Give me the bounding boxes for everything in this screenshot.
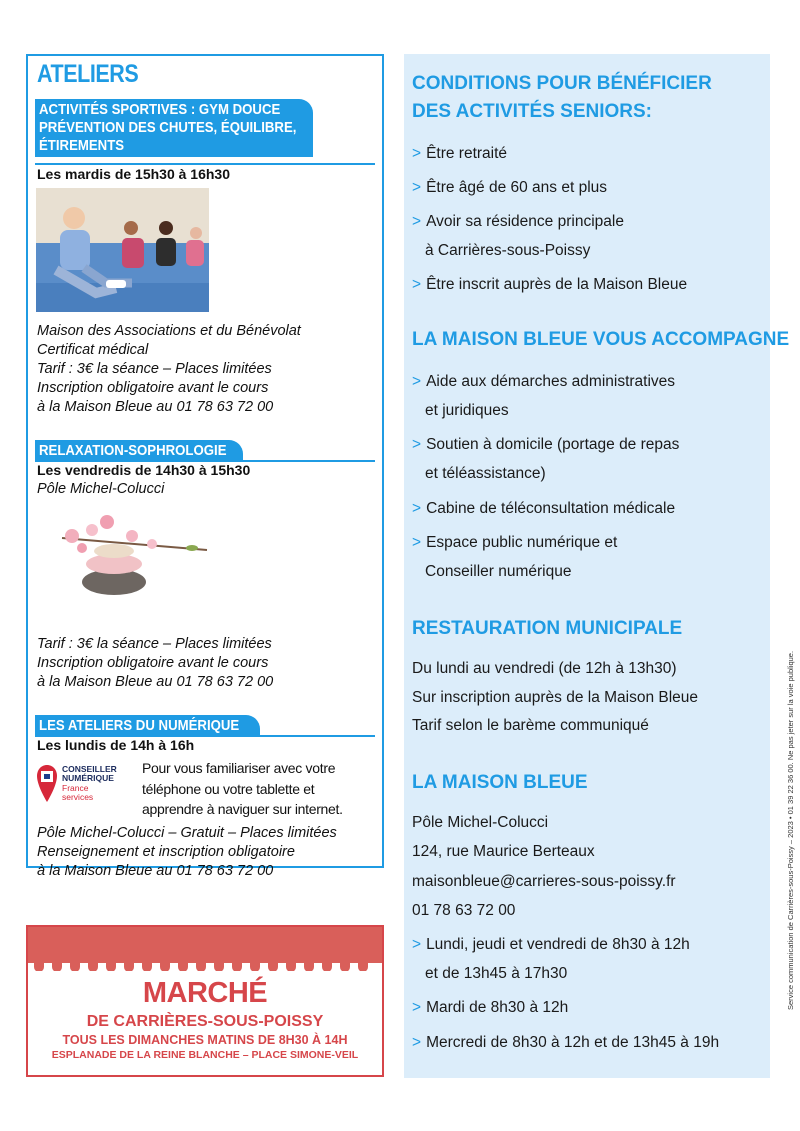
- conditions-title-line: CONDITIONS POUR BÉNÉFICIER: [412, 73, 712, 94]
- bullet-icon: >: [412, 373, 422, 390]
- relax-details: [37, 635, 377, 692]
- condition-item: [412, 213, 624, 231]
- sport-schedule: Les mardis de 15h30 à 16h30: [37, 166, 230, 182]
- condition-item: [412, 179, 607, 197]
- accompagne-title: LA MAISON BLEUE VOUS ACCOMPAGNE: [412, 329, 790, 350]
- map-pin-icon: [36, 764, 58, 804]
- marche-line-3: ESPLANADE DE LA REINE BLANCHE – PLACE SIMONE-VEIL: [51, 1049, 359, 1061]
- bullet-icon: >: [412, 534, 422, 551]
- condition-item: [412, 276, 687, 294]
- numerique-details: [37, 824, 377, 881]
- sport-banner-line-3: ÉTIREMENTS: [39, 137, 125, 154]
- restauration-line: Sur inscription auprès de la Maison Bleue: [412, 689, 699, 706]
- numerique-desc-line: téléphone ou votre tablette et: [142, 780, 315, 797]
- sport-details: [37, 322, 377, 417]
- numerique-description: [142, 758, 343, 820]
- sport-detail: Tarif : 3€ la séance – Places limitées: [37, 361, 272, 377]
- logo-text: services: [62, 792, 94, 802]
- condition-text: Avoir sa résidence principale: [426, 213, 624, 230]
- sport-banner: [35, 99, 313, 157]
- accompagne-text: Aide aux démarches administratives: [426, 373, 676, 390]
- side-credit-text: Service communication de Carrières-sous-Poissy – 2023 • 01 39 22 36 00. Ne pas jeter sur la voie publique.: [786, 650, 795, 1010]
- conditions-title: [412, 70, 712, 126]
- numerique-detail: Renseignement et inscription obligatoire: [37, 844, 295, 860]
- sport-detail: Inscription obligatoire avant le cours: [37, 380, 269, 396]
- sport-detail: à la Maison Bleue au 01 78 63 72 00: [37, 399, 274, 415]
- hours-text: Mardi de 8h30 à 12h: [426, 999, 569, 1016]
- bullet-icon: >: [412, 145, 422, 162]
- relax-banner: [35, 440, 243, 462]
- accompagne-item-cont: Conseiller numérique: [425, 563, 572, 580]
- accompagne-item: [412, 436, 679, 454]
- logo-text: CONSEILLER: [62, 764, 117, 774]
- awning: [28, 927, 382, 963]
- accompagne-item: [412, 373, 675, 391]
- maison-hours: [412, 1034, 719, 1052]
- relax-place: Pôle Michel-Colucci: [37, 481, 165, 497]
- condition-text: Être âgé de 60 ans et plus: [426, 179, 608, 196]
- bullet-icon: >: [412, 436, 422, 453]
- bullet-icon: >: [412, 936, 422, 953]
- marche-line-2: TOUS LES DIMANCHES MATINS DE 8H30 À 14H: [62, 1033, 348, 1047]
- numerique-banner: [35, 715, 260, 737]
- relax-detail: à la Maison Bleue au 01 78 63 72 00: [37, 674, 274, 690]
- ateliers-box: [26, 54, 384, 879]
- hours-text: Mercredi de 8h30 à 12h et de 13h45 à 19h: [426, 1034, 720, 1051]
- accompagne-item: [412, 500, 675, 518]
- maison-hours-cont: et de 13h45 à 17h30: [425, 965, 568, 982]
- bullet-icon: >: [412, 500, 422, 517]
- numerique-detail: à la Maison Bleue au 01 78 63 72 00: [37, 863, 274, 879]
- zen-stones-image: [42, 508, 212, 598]
- sport-banner-line-1: ACTIVITÉS SPORTIVES : GYM DOUCE: [39, 101, 281, 118]
- numerique-detail: Pôle Michel-Colucci – Gratuit – Places limitées: [37, 825, 337, 841]
- accompagne-item-cont: et juridiques: [425, 402, 509, 419]
- numerique-banner-text: LES ATELIERS DU NUMÉRIQUE: [39, 717, 240, 734]
- bullet-icon: >: [412, 999, 422, 1016]
- relax-schedule: Les vendredis de 14h30 à 15h30: [37, 462, 251, 478]
- hours-text: Lundi, jeudi et vendredi de 8h30 à 12h: [426, 936, 690, 953]
- maison-address: 124, rue Maurice Berteaux: [412, 843, 595, 860]
- maison-title: LA MAISON BLEUE: [412, 772, 588, 793]
- awning-scallops: [28, 961, 382, 971]
- maison-hours: [412, 999, 568, 1017]
- sport-detail: Maison des Associations et du Bénévolat: [37, 323, 301, 339]
- restauration-title: RESTAURATION MUNICIPALE: [412, 618, 683, 639]
- maison-phone: 01 78 63 72 00: [412, 902, 516, 919]
- sport-underline: [35, 163, 375, 165]
- relax-detail: Tarif : 3€ la séance – Places limitées: [37, 636, 272, 652]
- maison-email: maisonbleue@carrieres-sous-poissy.fr: [412, 873, 676, 890]
- bullet-icon: >: [412, 213, 422, 230]
- marche-title: MARCHÉ: [142, 977, 268, 1009]
- numerique-desc-line: Pour vous familiariser avec votre: [142, 760, 336, 776]
- sport-banner-line-2: PRÉVENTION DES CHUTES, ÉQUILIBRE,: [39, 119, 297, 136]
- bullet-icon: >: [412, 179, 422, 196]
- relax-banner-text: RELAXATION-SOPHROLOGIE: [39, 442, 227, 459]
- bullet-icon: >: [412, 1034, 422, 1051]
- numerique-schedule: Les lundis de 14h à 16h: [37, 737, 195, 753]
- restauration-line: Tarif selon le barème communiqué: [412, 717, 649, 734]
- accompagne-item-cont: et téléassistance): [425, 465, 546, 482]
- accompagne-text: Soutien à domicile (portage de repas: [426, 436, 680, 453]
- bullet-icon: >: [412, 276, 422, 293]
- logo-text: France: [62, 783, 89, 793]
- marche-box: [26, 925, 384, 1077]
- maison-address: Pôle Michel-Colucci: [412, 814, 549, 831]
- gym-photo: [36, 188, 209, 312]
- relax-detail: Inscription obligatoire avant le cours: [37, 655, 269, 671]
- accompagne-item: [412, 534, 617, 552]
- condition-text: Être inscrit auprès de la Maison Bleue: [426, 276, 688, 293]
- info-panel: [404, 54, 790, 1078]
- logo-text: NUMÉRIQUE: [62, 773, 114, 783]
- condition-item: [412, 145, 507, 163]
- conditions-title-line: DES ACTIVITÉS SENIORS:: [412, 101, 652, 122]
- maison-hours: [412, 936, 690, 954]
- accompagne-text: Cabine de téléconsultation médicale: [426, 500, 676, 517]
- conseiller-numerique-logo: [36, 762, 138, 812]
- marche-line-1: DE CARRIÈRES-SOUS-POISSY: [86, 1013, 324, 1030]
- accompagne-text: Espace public numérique et: [426, 534, 618, 551]
- condition-text: Être retraité: [426, 145, 508, 162]
- ateliers-title: ATELIERS: [37, 60, 139, 88]
- restauration-line: Du lundi au vendredi (de 12h à 13h30): [412, 660, 677, 677]
- numerique-desc-line: apprendre à naviguer sur internet.: [142, 801, 343, 817]
- sport-detail: Certificat médical: [37, 342, 149, 358]
- condition-item-cont: à Carrières-sous-Poissy: [425, 242, 591, 259]
